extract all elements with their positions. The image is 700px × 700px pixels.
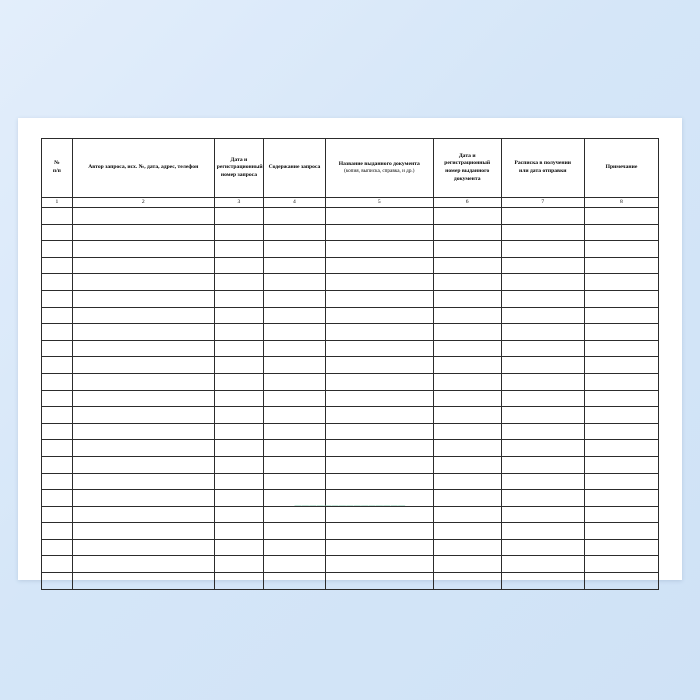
table-row[interactable] xyxy=(42,556,659,573)
table-cell[interactable] xyxy=(501,340,584,357)
table-cell[interactable] xyxy=(501,423,584,440)
table-cell[interactable] xyxy=(325,241,433,258)
table-row[interactable] xyxy=(42,290,659,307)
table-cell[interactable] xyxy=(501,523,584,540)
table-cell[interactable] xyxy=(584,556,658,573)
table-cell[interactable] xyxy=(42,407,73,424)
table-cell[interactable] xyxy=(501,407,584,424)
table-row[interactable] xyxy=(42,340,659,357)
table-row[interactable] xyxy=(42,390,659,407)
column-numbering-row xyxy=(42,198,659,208)
table-cell[interactable] xyxy=(501,357,584,374)
table-cell[interactable] xyxy=(584,357,658,374)
document-sheet xyxy=(18,118,682,580)
table-cell[interactable] xyxy=(264,423,326,440)
table-cell[interactable] xyxy=(584,539,658,556)
column-number-5: 5 xyxy=(325,198,433,208)
column-header-request-content-line1: Содержание запроса xyxy=(268,164,321,171)
table-cell[interactable] xyxy=(214,539,263,556)
column-number-3: 3 xyxy=(214,198,263,208)
column-header-receipt-line1: Расписка в получении xyxy=(514,160,572,167)
table-cell[interactable] xyxy=(42,523,73,540)
table-cell[interactable] xyxy=(501,490,584,507)
table-cell[interactable] xyxy=(214,357,263,374)
table-cell[interactable] xyxy=(72,456,214,473)
table-cell[interactable] xyxy=(325,224,433,241)
table-cell[interactable] xyxy=(501,539,584,556)
table-cell[interactable] xyxy=(501,274,584,291)
column-header-issued-date-line4: документа xyxy=(453,175,481,182)
table-cell[interactable] xyxy=(42,208,73,225)
table-cell[interactable] xyxy=(214,573,263,590)
table-cell[interactable] xyxy=(214,257,263,274)
table-cell[interactable] xyxy=(584,456,658,473)
table-row[interactable] xyxy=(42,573,659,590)
table-cell[interactable] xyxy=(214,506,263,523)
column-number-4: 4 xyxy=(264,198,326,208)
table-row[interactable] xyxy=(42,456,659,473)
column-header-request-date-line1: Дата и xyxy=(230,156,248,163)
table-row[interactable] xyxy=(42,373,659,390)
table-cell[interactable] xyxy=(501,257,584,274)
table-row[interactable] xyxy=(42,224,659,241)
table-cell[interactable] xyxy=(72,390,214,407)
table-header xyxy=(42,139,659,208)
table-cell[interactable] xyxy=(433,456,501,473)
table-cell[interactable] xyxy=(584,290,658,307)
table-row[interactable] xyxy=(42,307,659,324)
table-cell[interactable] xyxy=(433,340,501,357)
table-cell[interactable] xyxy=(264,357,326,374)
table-row[interactable] xyxy=(42,490,659,507)
table-cell[interactable] xyxy=(214,208,263,225)
table-cell[interactable] xyxy=(584,573,658,590)
table-cell[interactable] xyxy=(72,241,214,258)
column-header-author-line1: Автор запроса, исх. №, дата, адрес, телефон xyxy=(88,164,199,171)
column-header-request-content xyxy=(264,139,326,198)
table-cell[interactable] xyxy=(214,373,263,390)
table-cell[interactable] xyxy=(72,307,214,324)
table-cell[interactable] xyxy=(42,373,73,390)
table-body xyxy=(42,208,659,590)
column-header-issued-date-line2: регистрационный xyxy=(444,160,491,167)
table-cell[interactable] xyxy=(433,390,501,407)
table-cell[interactable] xyxy=(433,423,501,440)
table-cell[interactable] xyxy=(214,423,263,440)
column-header-request-date-number xyxy=(214,139,263,198)
table-cell[interactable] xyxy=(264,324,326,341)
table-cell[interactable] xyxy=(584,407,658,424)
table-cell[interactable] xyxy=(501,241,584,258)
column-header-number xyxy=(42,139,73,198)
table-cell[interactable] xyxy=(433,357,501,374)
table-cell[interactable] xyxy=(584,307,658,324)
table-cell[interactable] xyxy=(72,523,214,540)
table-cell[interactable] xyxy=(42,506,73,523)
table-cell[interactable] xyxy=(433,407,501,424)
column-header-author xyxy=(72,139,214,198)
table-cell[interactable] xyxy=(433,440,501,457)
table-cell[interactable] xyxy=(501,290,584,307)
table-cell[interactable] xyxy=(72,357,214,374)
table-cell[interactable] xyxy=(325,506,433,523)
table-cell[interactable] xyxy=(264,290,326,307)
table-cell[interactable] xyxy=(325,307,433,324)
table-cell[interactable] xyxy=(584,274,658,291)
table-cell[interactable] xyxy=(264,274,326,291)
table-cell[interactable] xyxy=(72,539,214,556)
table-cell[interactable] xyxy=(72,423,214,440)
table-cell[interactable] xyxy=(501,556,584,573)
table-cell[interactable] xyxy=(214,473,263,490)
table-cell[interactable] xyxy=(433,523,501,540)
table-cell[interactable] xyxy=(325,423,433,440)
table-cell[interactable] xyxy=(42,490,73,507)
column-header-note xyxy=(584,139,658,198)
table-cell[interactable] xyxy=(325,456,433,473)
table-cell[interactable] xyxy=(264,224,326,241)
table-cell[interactable] xyxy=(214,556,263,573)
table-cell[interactable] xyxy=(72,224,214,241)
table-cell[interactable] xyxy=(501,324,584,341)
table-cell[interactable] xyxy=(42,324,73,341)
table-cell[interactable] xyxy=(72,257,214,274)
column-number-8: 8 xyxy=(584,198,658,208)
column-number-7: 7 xyxy=(501,198,584,208)
table-cell[interactable] xyxy=(264,539,326,556)
table-cell[interactable] xyxy=(214,407,263,424)
table-cell[interactable] xyxy=(433,539,501,556)
table-cell[interactable] xyxy=(72,490,214,507)
table-cell[interactable] xyxy=(325,257,433,274)
table-cell[interactable] xyxy=(501,224,584,241)
table-cell[interactable] xyxy=(214,307,263,324)
table-cell[interactable] xyxy=(264,440,326,457)
table-cell[interactable] xyxy=(433,573,501,590)
table-cell[interactable] xyxy=(72,324,214,341)
table-cell[interactable] xyxy=(264,257,326,274)
table-cell[interactable] xyxy=(325,407,433,424)
table-cell[interactable] xyxy=(214,224,263,241)
table-cell[interactable] xyxy=(214,290,263,307)
table-cell[interactable] xyxy=(42,473,73,490)
table-row[interactable] xyxy=(42,506,659,523)
table-row[interactable] xyxy=(42,539,659,556)
table-cell[interactable] xyxy=(264,473,326,490)
table-row[interactable] xyxy=(42,523,659,540)
column-header-issued-date-number xyxy=(433,139,501,198)
column-header-issued-document-line1: Название выданного документа xyxy=(338,160,420,167)
table-cell[interactable] xyxy=(264,506,326,523)
table-cell[interactable] xyxy=(42,440,73,457)
table-cell[interactable] xyxy=(325,290,433,307)
table-cell[interactable] xyxy=(264,456,326,473)
table-cell[interactable] xyxy=(264,208,326,225)
register-table-container xyxy=(41,138,659,560)
table-cell[interactable] xyxy=(433,274,501,291)
table-cell[interactable] xyxy=(264,490,326,507)
table-cell[interactable] xyxy=(433,307,501,324)
table-cell[interactable] xyxy=(325,573,433,590)
table-cell[interactable] xyxy=(433,490,501,507)
column-header-number-line2: п/п xyxy=(52,168,61,174)
table-cell[interactable] xyxy=(584,523,658,540)
table-row[interactable] xyxy=(42,241,659,258)
table-row[interactable] xyxy=(42,208,659,225)
table-cell[interactable] xyxy=(501,373,584,390)
table-cell[interactable] xyxy=(433,290,501,307)
table-cell[interactable] xyxy=(42,224,73,241)
table-cell[interactable] xyxy=(584,257,658,274)
table-cell[interactable] xyxy=(72,440,214,457)
table-cell[interactable] xyxy=(501,573,584,590)
table-cell[interactable] xyxy=(433,373,501,390)
table-cell[interactable] xyxy=(501,456,584,473)
register-table xyxy=(41,138,659,590)
table-cell[interactable] xyxy=(42,556,73,573)
table-row[interactable] xyxy=(42,324,659,341)
table-cell[interactable] xyxy=(433,506,501,523)
table-cell[interactable] xyxy=(584,473,658,490)
table-cell[interactable] xyxy=(325,340,433,357)
table-cell[interactable] xyxy=(72,556,214,573)
table-row[interactable] xyxy=(42,423,659,440)
table-cell[interactable] xyxy=(42,539,73,556)
table-cell[interactable] xyxy=(584,373,658,390)
table-cell[interactable] xyxy=(214,440,263,457)
table-cell[interactable] xyxy=(42,241,73,258)
table-cell[interactable] xyxy=(325,357,433,374)
table-cell[interactable] xyxy=(433,257,501,274)
table-cell[interactable] xyxy=(72,473,214,490)
table-row[interactable] xyxy=(42,440,659,457)
table-cell[interactable] xyxy=(42,390,73,407)
table-cell[interactable] xyxy=(264,523,326,540)
table-cell[interactable] xyxy=(72,290,214,307)
table-cell[interactable] xyxy=(584,324,658,341)
table-cell[interactable] xyxy=(214,523,263,540)
table-cell[interactable] xyxy=(214,324,263,341)
column-header-issued-date-line1: Дата и xyxy=(458,152,476,159)
column-header-issued-date-line3: номер выданного xyxy=(445,168,490,174)
table-cell[interactable] xyxy=(72,340,214,357)
table-cell[interactable] xyxy=(584,440,658,457)
table-cell[interactable] xyxy=(433,241,501,258)
table-cell[interactable] xyxy=(264,340,326,357)
table-cell[interactable] xyxy=(264,573,326,590)
table-cell[interactable] xyxy=(264,373,326,390)
table-cell[interactable] xyxy=(42,456,73,473)
table-cell[interactable] xyxy=(42,340,73,357)
table-row[interactable] xyxy=(42,274,659,291)
table-cell[interactable] xyxy=(264,407,326,424)
table-cell[interactable] xyxy=(214,490,263,507)
column-header-request-date-line3: номер запроса xyxy=(220,171,258,178)
table-cell[interactable] xyxy=(501,307,584,324)
table-cell[interactable] xyxy=(584,506,658,523)
table-cell[interactable] xyxy=(72,274,214,291)
table-row[interactable] xyxy=(42,357,659,374)
table-cell[interactable] xyxy=(584,340,658,357)
table-cell[interactable] xyxy=(264,390,326,407)
watermark-text: ——————————————— xyxy=(294,502,406,509)
column-number-1: 1 xyxy=(42,198,73,208)
header-titles-row xyxy=(42,139,659,198)
column-header-issued-document xyxy=(325,139,433,198)
table-cell[interactable] xyxy=(325,440,433,457)
table-row[interactable] xyxy=(42,407,659,424)
table-cell[interactable] xyxy=(264,556,326,573)
table-cell[interactable] xyxy=(325,473,433,490)
table-cell[interactable] xyxy=(42,290,73,307)
table-cell[interactable] xyxy=(42,257,73,274)
table-cell[interactable] xyxy=(325,324,433,341)
table-cell[interactable] xyxy=(325,539,433,556)
table-cell[interactable] xyxy=(72,407,214,424)
table-cell[interactable] xyxy=(72,208,214,225)
table-cell[interactable] xyxy=(433,224,501,241)
table-cell[interactable] xyxy=(264,307,326,324)
table-cell[interactable] xyxy=(325,556,433,573)
table-cell[interactable] xyxy=(501,440,584,457)
table-cell[interactable] xyxy=(584,390,658,407)
table-cell[interactable] xyxy=(433,556,501,573)
column-header-receipt-line2: или дата отправки xyxy=(518,168,567,174)
table-cell[interactable] xyxy=(325,373,433,390)
table-cell[interactable] xyxy=(42,573,73,590)
table-cell[interactable] xyxy=(584,423,658,440)
table-cell[interactable] xyxy=(325,208,433,225)
table-cell[interactable] xyxy=(501,208,584,225)
table-cell[interactable] xyxy=(584,208,658,225)
table-cell[interactable] xyxy=(72,373,214,390)
table-cell[interactable] xyxy=(214,340,263,357)
table-cell[interactable] xyxy=(501,390,584,407)
table-cell[interactable] xyxy=(214,241,263,258)
column-header-request-date-line2: регистрационный xyxy=(216,164,263,171)
table-cell[interactable] xyxy=(214,274,263,291)
table-cell[interactable] xyxy=(501,506,584,523)
table-cell[interactable] xyxy=(42,423,73,440)
column-number-2: 2 xyxy=(72,198,214,208)
table-cell[interactable] xyxy=(433,324,501,341)
table-cell[interactable] xyxy=(42,357,73,374)
table-cell[interactable] xyxy=(42,307,73,324)
table-cell[interactable] xyxy=(325,390,433,407)
table-cell[interactable] xyxy=(325,274,433,291)
table-cell[interactable] xyxy=(501,473,584,490)
table-row[interactable] xyxy=(42,473,659,490)
table-cell[interactable] xyxy=(584,241,658,258)
table-cell[interactable] xyxy=(72,506,214,523)
column-number-6: 6 xyxy=(433,198,501,208)
column-header-receipt xyxy=(501,139,584,198)
table-cell[interactable] xyxy=(325,523,433,540)
table-cell[interactable] xyxy=(584,490,658,507)
table-cell[interactable] xyxy=(214,456,263,473)
table-cell[interactable] xyxy=(72,573,214,590)
table-cell[interactable] xyxy=(325,490,433,507)
column-header-note-line1: Примечание xyxy=(605,164,638,171)
table-cell[interactable] xyxy=(433,473,501,490)
column-header-issued-document-line2: (копия, выписка, справка, и др.) xyxy=(344,168,415,175)
table-cell[interactable] xyxy=(584,224,658,241)
table-cell[interactable] xyxy=(214,390,263,407)
table-cell[interactable] xyxy=(264,241,326,258)
table-cell[interactable] xyxy=(42,274,73,291)
column-header-number-line1: № xyxy=(54,160,60,167)
table-cell[interactable] xyxy=(433,208,501,225)
table-row[interactable] xyxy=(42,257,659,274)
